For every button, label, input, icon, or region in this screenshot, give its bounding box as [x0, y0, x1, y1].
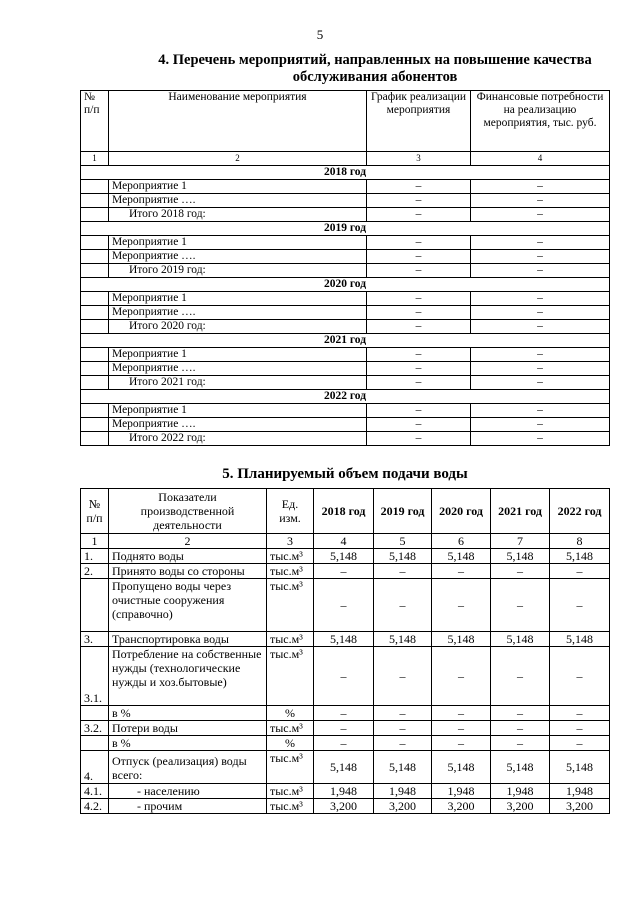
value-cell: 5,148	[374, 549, 432, 564]
row-number-cell	[81, 320, 109, 334]
measure-name: Мероприятие 1	[109, 180, 367, 194]
finance-cell: –	[471, 418, 610, 432]
table-row	[81, 418, 610, 432]
row-number-cell	[81, 362, 109, 376]
table-row	[81, 348, 610, 362]
value-cell: –	[432, 736, 491, 751]
row-number: 3.2.	[81, 721, 109, 736]
finance-cell: –	[471, 264, 610, 278]
unit-cell: %	[267, 736, 314, 751]
column-header: 2020 год	[432, 489, 491, 534]
value-cell: 5,148	[432, 751, 491, 784]
value-cell: –	[491, 564, 550, 579]
section4-title: 4. Перечень мероприятий, направленных на повышение качества обслуживания абонентов	[158, 52, 592, 85]
value-cell: –	[550, 721, 610, 736]
value-cell: 5,148	[491, 549, 550, 564]
column-header: Наименование мероприятия	[109, 91, 367, 152]
unit-cell: %	[267, 706, 314, 721]
finance-cell: –	[471, 376, 610, 390]
table-row	[81, 208, 610, 222]
value-cell: –	[491, 579, 550, 632]
unit-cell: тыс.м³	[267, 721, 314, 736]
row-number: 4.1.	[81, 784, 109, 799]
value-cell: 5,148	[314, 751, 374, 784]
schedule-cell: –	[367, 208, 471, 222]
schedule-cell: –	[367, 306, 471, 320]
schedule-cell: –	[367, 362, 471, 376]
value-cell: –	[374, 579, 432, 632]
value-cell: –	[491, 721, 550, 736]
measure-name: Мероприятие ….	[109, 250, 367, 264]
year-row	[81, 390, 610, 404]
table-header-row	[81, 91, 610, 152]
column-header: 2021 год	[491, 489, 550, 534]
value-cell: –	[550, 579, 610, 632]
unit-cell: тыс.м³	[267, 647, 314, 706]
schedule-cell: –	[367, 194, 471, 208]
table-row	[81, 706, 610, 721]
row-number: 1.	[81, 549, 109, 564]
value-cell: –	[432, 647, 491, 706]
measure-name: Мероприятие 1	[109, 292, 367, 306]
indicator-name: - прочим	[109, 799, 267, 814]
value-cell: –	[432, 564, 491, 579]
value-cell: –	[491, 647, 550, 706]
table-row	[81, 236, 610, 250]
column-number: 1	[81, 152, 109, 166]
measure-name: Мероприятие ….	[109, 418, 367, 432]
year-row	[81, 166, 610, 180]
finance-cell: –	[471, 432, 610, 446]
value-cell: 5,148	[491, 751, 550, 784]
finance-cell: –	[471, 404, 610, 418]
column-header: № п/п	[81, 489, 109, 534]
row-number-cell	[81, 348, 109, 362]
column-header: Финансовые потребности на реализацию мероприятия, тыс. руб.	[471, 91, 610, 152]
value-cell: 5,148	[374, 751, 432, 784]
measure-name: Мероприятие ….	[109, 306, 367, 320]
value-cell: –	[314, 706, 374, 721]
unit-cell: тыс.м³	[267, 784, 314, 799]
year-row	[81, 334, 610, 348]
row-number: 4.2.	[81, 799, 109, 814]
finance-cell: –	[471, 348, 610, 362]
table-row	[81, 549, 610, 564]
value-cell: 5,148	[550, 751, 610, 784]
measure-name: Мероприятие ….	[109, 194, 367, 208]
indicator-name: Потери воды	[109, 721, 267, 736]
table-row	[81, 564, 610, 579]
value-cell: 5,148	[314, 632, 374, 647]
column-number: 8	[550, 534, 610, 549]
value-cell: 5,148	[491, 632, 550, 647]
row-number-cell	[81, 432, 109, 446]
water-supply-table	[80, 488, 610, 814]
row-number	[81, 736, 109, 751]
table-row	[81, 579, 610, 632]
indicator-name: - населению	[109, 784, 267, 799]
year-row	[81, 222, 610, 236]
schedule-cell: –	[367, 250, 471, 264]
column-number: 1	[81, 534, 109, 549]
value-cell: 5,148	[374, 632, 432, 647]
table-row	[81, 721, 610, 736]
value-cell: –	[432, 721, 491, 736]
column-number: 2	[109, 534, 267, 549]
row-number: 3.	[81, 632, 109, 647]
measure-name: Мероприятие 1	[109, 348, 367, 362]
value-cell: 5,148	[432, 549, 491, 564]
measure-name: Итого 2020 год:	[109, 320, 367, 334]
value-cell: 1,948	[314, 784, 374, 799]
value-cell: –	[491, 706, 550, 721]
table-row	[81, 362, 610, 376]
year-label: 2021 год	[81, 334, 610, 348]
value-cell: 3,200	[432, 799, 491, 814]
value-cell: –	[550, 564, 610, 579]
column-number: 4	[314, 534, 374, 549]
table-row	[81, 736, 610, 751]
value-cell: –	[314, 721, 374, 736]
column-header: Ед. изм.	[267, 489, 314, 534]
table-row	[81, 784, 610, 799]
value-cell: 3,200	[550, 799, 610, 814]
indicator-name: Транспортировка воды	[109, 632, 267, 647]
table-row	[81, 432, 610, 446]
value-cell: –	[432, 706, 491, 721]
column-number: 3	[367, 152, 471, 166]
schedule-cell: –	[367, 432, 471, 446]
row-number: 4.	[81, 751, 109, 784]
value-cell: –	[314, 736, 374, 751]
year-row	[81, 278, 610, 292]
value-cell: 3,200	[374, 799, 432, 814]
value-cell: –	[550, 736, 610, 751]
schedule-cell: –	[367, 180, 471, 194]
table-row	[81, 647, 610, 706]
column-number-row	[81, 152, 610, 166]
schedule-cell: –	[367, 348, 471, 362]
year-label: 2018 год	[81, 166, 610, 180]
measure-name: Итого 2019 год:	[109, 264, 367, 278]
row-number-cell	[81, 404, 109, 418]
measure-name: Итого 2022 год:	[109, 432, 367, 446]
finance-cell: –	[471, 320, 610, 334]
value-cell: 3,200	[314, 799, 374, 814]
schedule-cell: –	[367, 418, 471, 432]
finance-cell: –	[471, 292, 610, 306]
row-number	[81, 579, 109, 632]
unit-cell: тыс.м³	[267, 751, 314, 784]
indicator-name: в %	[109, 736, 267, 751]
row-number-cell	[81, 236, 109, 250]
value-cell: 1,948	[432, 784, 491, 799]
value-cell: –	[432, 579, 491, 632]
table-row	[81, 404, 610, 418]
measure-name: Итого 2018 год:	[109, 208, 367, 222]
table-row	[81, 264, 610, 278]
schedule-cell: –	[367, 292, 471, 306]
table-row	[81, 799, 610, 814]
value-cell: –	[374, 721, 432, 736]
measure-name: Итого 2021 год:	[109, 376, 367, 390]
row-number-cell	[81, 208, 109, 222]
value-cell: –	[491, 736, 550, 751]
column-header: Показатели производственной деятельности	[109, 489, 267, 534]
value-cell: 1,948	[374, 784, 432, 799]
indicator-name: в %	[109, 706, 267, 721]
value-cell: –	[550, 647, 610, 706]
column-number: 7	[491, 534, 550, 549]
table-row	[81, 306, 610, 320]
value-cell: –	[374, 564, 432, 579]
value-cell: –	[314, 564, 374, 579]
unit-cell: тыс.м³	[267, 579, 314, 632]
table-row	[81, 751, 610, 784]
row-number-cell	[81, 194, 109, 208]
value-cell: –	[314, 647, 374, 706]
row-number-cell	[81, 180, 109, 194]
finance-cell: –	[471, 208, 610, 222]
indicator-name: Принято воды со стороны	[109, 564, 267, 579]
column-number: 3	[267, 534, 314, 549]
measure-name: Мероприятие 1	[109, 404, 367, 418]
unit-cell: тыс.м³	[267, 799, 314, 814]
measures-table	[80, 90, 610, 446]
indicator-name: Потребление на собственные нужды (технологические нужды и хоз.бытовые)	[109, 647, 267, 706]
finance-cell: –	[471, 180, 610, 194]
column-number: 5	[374, 534, 432, 549]
unit-cell: тыс.м³	[267, 632, 314, 647]
value-cell: 1,948	[550, 784, 610, 799]
row-number-cell	[81, 250, 109, 264]
indicator-name: Пропущено воды через очистные сооружения (справочно)	[109, 579, 267, 632]
value-cell: 5,148	[550, 632, 610, 647]
schedule-cell: –	[367, 376, 471, 390]
value-cell: 5,148	[432, 632, 491, 647]
column-header: График реализации мероприятия	[367, 91, 471, 152]
table-row	[81, 194, 610, 208]
table-row	[81, 320, 610, 334]
year-label: 2020 год	[81, 278, 610, 292]
schedule-cell: –	[367, 236, 471, 250]
indicator-name: Отпуск (реализация) воды всего:	[109, 751, 267, 784]
value-cell: 5,148	[314, 549, 374, 564]
schedule-cell: –	[367, 320, 471, 334]
column-number: 6	[432, 534, 491, 549]
page-number: 5	[316, 27, 324, 42]
indicator-name: Поднято воды	[109, 549, 267, 564]
year-label: 2022 год	[81, 390, 610, 404]
column-header: 2018 год	[314, 489, 374, 534]
row-number-cell	[81, 376, 109, 390]
value-cell: 3,200	[491, 799, 550, 814]
column-header: 2019 год	[374, 489, 432, 534]
value-cell: –	[550, 706, 610, 721]
finance-cell: –	[471, 194, 610, 208]
value-cell: –	[374, 706, 432, 721]
table-row	[81, 180, 610, 194]
column-number: 2	[109, 152, 367, 166]
unit-cell: тыс.м³	[267, 564, 314, 579]
row-number-cell	[81, 292, 109, 306]
year-label: 2019 год	[81, 222, 610, 236]
row-number-cell	[81, 306, 109, 320]
column-header: № п/п	[81, 91, 109, 152]
row-number-cell	[81, 264, 109, 278]
measure-name: Мероприятие 1	[109, 236, 367, 250]
finance-cell: –	[471, 306, 610, 320]
table-row	[81, 250, 610, 264]
measure-name: Мероприятие ….	[109, 362, 367, 376]
column-number: 4	[471, 152, 610, 166]
row-number	[81, 706, 109, 721]
schedule-cell: –	[367, 264, 471, 278]
unit-cell: тыс.м³	[267, 549, 314, 564]
column-number-row	[81, 534, 610, 549]
table-row	[81, 632, 610, 647]
finance-cell: –	[471, 362, 610, 376]
value-cell: –	[374, 647, 432, 706]
finance-cell: –	[471, 250, 610, 264]
table-row	[81, 376, 610, 390]
value-cell: –	[314, 579, 374, 632]
value-cell: –	[374, 736, 432, 751]
section5-title: 5. Планируемый объем подачи воды	[222, 466, 468, 482]
row-number-cell	[81, 418, 109, 432]
row-number: 3.1.	[81, 647, 109, 706]
table-row	[81, 292, 610, 306]
row-number: 2.	[81, 564, 109, 579]
table-header-row	[81, 489, 610, 534]
value-cell: 1,948	[491, 784, 550, 799]
finance-cell: –	[471, 236, 610, 250]
schedule-cell: –	[367, 404, 471, 418]
column-header: 2022 год	[550, 489, 610, 534]
value-cell: 5,148	[550, 549, 610, 564]
